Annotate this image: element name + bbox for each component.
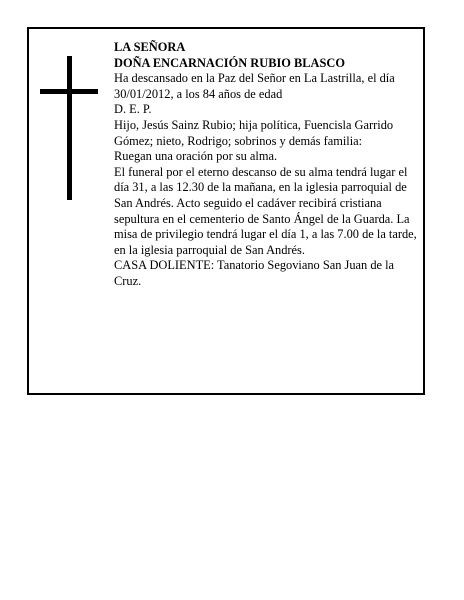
deceased-name: DOÑA ENCARNACIÓN RUBIO BLASCO — [114, 55, 345, 70]
obituary-notice — [27, 27, 425, 395]
dep-line: D. E. P. — [114, 102, 152, 117]
death-announcement: Ha descansado en la Paz del Señor en La Lastrilla, el día 30/01/2012, a los 84 años de edad — [114, 71, 395, 101]
prayer-request: Ruegan una oración por su alma. — [114, 149, 278, 164]
notice-title: LA SEÑORA — [114, 40, 186, 54]
funeral-details: El funeral por el eterno descanso de su alma tendrá lugar el día 31, a las 12.30 de la mañana, en la iglesia parroquial de San Andrés. Acto seguido el cadáver recibirá cristiana sepultura en el cementerio de Santo Ángel de la Guarda. La misa de privilegio tendrá lugar el día 1, a las 7.00 de la tarde, en la iglesia parroquial de San Andrés. — [114, 164, 417, 257]
family-members: Hijo, Jesús Sainz Rubio; hija política, Fuencisla Garrido Gómez; nieto, Rodrigo; sobrinos y demás familia: — [114, 117, 394, 148]
cross-vertical-bar — [67, 56, 72, 200]
cross-icon — [40, 56, 98, 200]
notice-text — [114, 40, 422, 290]
cross-horizontal-bar — [40, 89, 98, 94]
casa-doliente: CASA DOLIENTE: Tanatorio Segoviano San Juan de la Cruz. — [114, 258, 395, 288]
